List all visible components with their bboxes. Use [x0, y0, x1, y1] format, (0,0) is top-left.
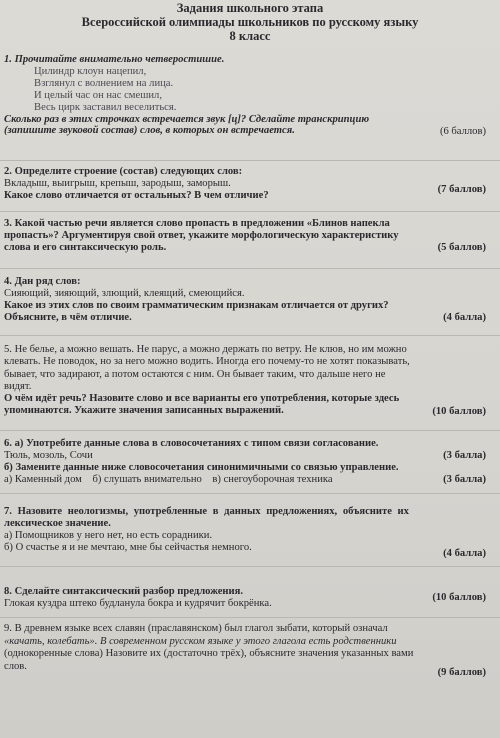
header-line-1: Задания школьного этапа — [176, 1, 324, 15]
divider — [0, 566, 500, 567]
task-7-points: (4 балла) — [443, 548, 486, 559]
divider — [0, 160, 500, 161]
divider — [0, 493, 500, 494]
header-line-3: 8 класс — [229, 29, 271, 43]
poem-line: Весь цирк заставил веселиться. — [34, 101, 177, 113]
worksheet-header — [0, 0, 500, 43]
task-2-points: (7 баллов) — [437, 184, 486, 195]
task-8-title: 8. Сделайте синтаксический разбор предложения. — [4, 586, 244, 597]
task-9-line-1: 9. В древнем языке всех славян (праславянском) был глагол зыбати, который означал — [4, 623, 388, 634]
task-6 — [4, 438, 496, 486]
divider — [0, 211, 500, 212]
divider — [0, 430, 500, 431]
divider — [0, 268, 500, 269]
task-9-line-4: слов. — [4, 660, 27, 672]
task-5-question-line-1: О чём идёт речь? Назовите слово и все варианты его употребления, которые здесь — [4, 393, 400, 405]
task-3-line-3: слова и его синтаксическую роль. — [4, 241, 167, 253]
task-1-question-line-1: Сколько раз в этих строчках встречается звук [ц]? Сделайте транскрипцию — [4, 113, 370, 125]
task-8-sentence: Глокая куздра штеко будланула бокра и кудрячит бокрёнка. — [4, 597, 272, 609]
task-3-line-1: 3. Какой частью речи является слово пропасть в предложении «Блинов напекла — [4, 218, 390, 229]
divider — [0, 335, 500, 336]
task-4-title: 4. Дан ряд слов: — [4, 276, 81, 287]
task-2-question: Какое слово отличается от остальных? В чем отличие? — [4, 189, 269, 201]
task-7-line-2: лексическое значение. — [4, 517, 111, 529]
task-8-points: (10 баллов) — [432, 592, 486, 603]
task-3-line-2: пропасть»? Аргументируя свой ответ, укажите морфологическую характеристику — [4, 229, 399, 241]
task-4-question-line-2: Объясните, в чём отличие. — [4, 311, 132, 323]
task-5-line-2: клевать. Не поводок, но за него можно водить. Иногда его почему-то не хотят показывать, — [4, 356, 410, 368]
task-2-title: 2. Определите строение (состав) следующих слов: — [4, 166, 243, 177]
task-7 — [4, 506, 496, 559]
task-7-line-1: 7. Назовите неологизмы, употребленные в данных предложениях, объясните их — [4, 506, 409, 517]
header-line-2: Всероссийской олимпиады школьников по русскому языку — [81, 15, 419, 29]
task-2-words: Вкладыш, выигрыш, крепыш, зародыш, заморыш. — [4, 177, 231, 189]
task-7-example-a: а) Помощников у него нет, но есть сорадники. — [4, 529, 213, 541]
task-4-points: (4 балла) — [443, 312, 486, 323]
task-5-line-3: бывает, что задирают, а потом остаются с ним. Он бывает таким, что дальше него не — [4, 368, 386, 380]
task-1-points: (6 баллов) — [439, 126, 486, 137]
task-5-line-4: видят. — [4, 380, 32, 392]
task-9-points: (9 баллов) — [437, 667, 486, 678]
task-6a-points: (3 балла) — [443, 450, 486, 461]
task-6a-words: Тюль, мозоль, Сочи — [4, 449, 93, 461]
task-9 — [4, 623, 496, 678]
task-3-points: (5 баллов) — [437, 242, 486, 253]
task-4 — [4, 276, 496, 324]
task-4-question-line-1: Какое из этих слов по своим грамматическим признакам отличается от других? — [4, 299, 389, 311]
task-4-words: Сияющий, зияющий, злющий, клеящий, смеющийся. — [4, 287, 245, 299]
task-5-question-line-2: упоминаются. Укажите значения записанных выражений. — [4, 405, 284, 417]
task-2 — [4, 166, 496, 202]
task-5-line-1: 5. Не белье, а можно вешать. Не парус, а можно держать по ветру. Не клюв, но им можно — [4, 344, 407, 355]
task-5-points: (10 баллов) — [432, 406, 486, 417]
task-7-example-b: б) О счастье я и не мечтаю, мне бы сейчастья немного. — [4, 541, 252, 553]
poem-line: Взглянул с волнением на лица. — [34, 77, 174, 89]
task-1-title: 1. Прочитайте внимательно четверостишие. — [4, 54, 225, 65]
task-1 — [4, 54, 496, 137]
task-1-question-line-2: (запишите звуковой состав) слов, в которых он встречается. — [4, 125, 295, 137]
poem-line: И целый час он нас смешил, — [34, 89, 162, 101]
task-8 — [4, 586, 496, 610]
task-6b-points: (3 балла) — [443, 474, 486, 485]
task-9-line-3: (однокоренные слова) Назовите их (достаточно трёх), объясните значения указанных вами — [4, 648, 414, 659]
task-3 — [4, 218, 496, 254]
task-6a-question: 6. а) Употребите данные слова в словосочетаниях с типом связи согласование. — [4, 438, 379, 449]
task-9-line-2: «качать, колебать». В современном русском языке у этого глагола есть родственники — [4, 635, 397, 647]
poem-line: Цилиндр клоун нацепил, — [34, 65, 147, 77]
divider — [0, 617, 500, 618]
task-6b-items: а) Каменный дом б) слушать внимательно в) снегоуборочная техника — [4, 473, 333, 485]
task-6b-question: б) Замените данные ниже словосочетания синонимичными со связью управление. — [4, 461, 399, 473]
task-5 — [4, 344, 496, 418]
